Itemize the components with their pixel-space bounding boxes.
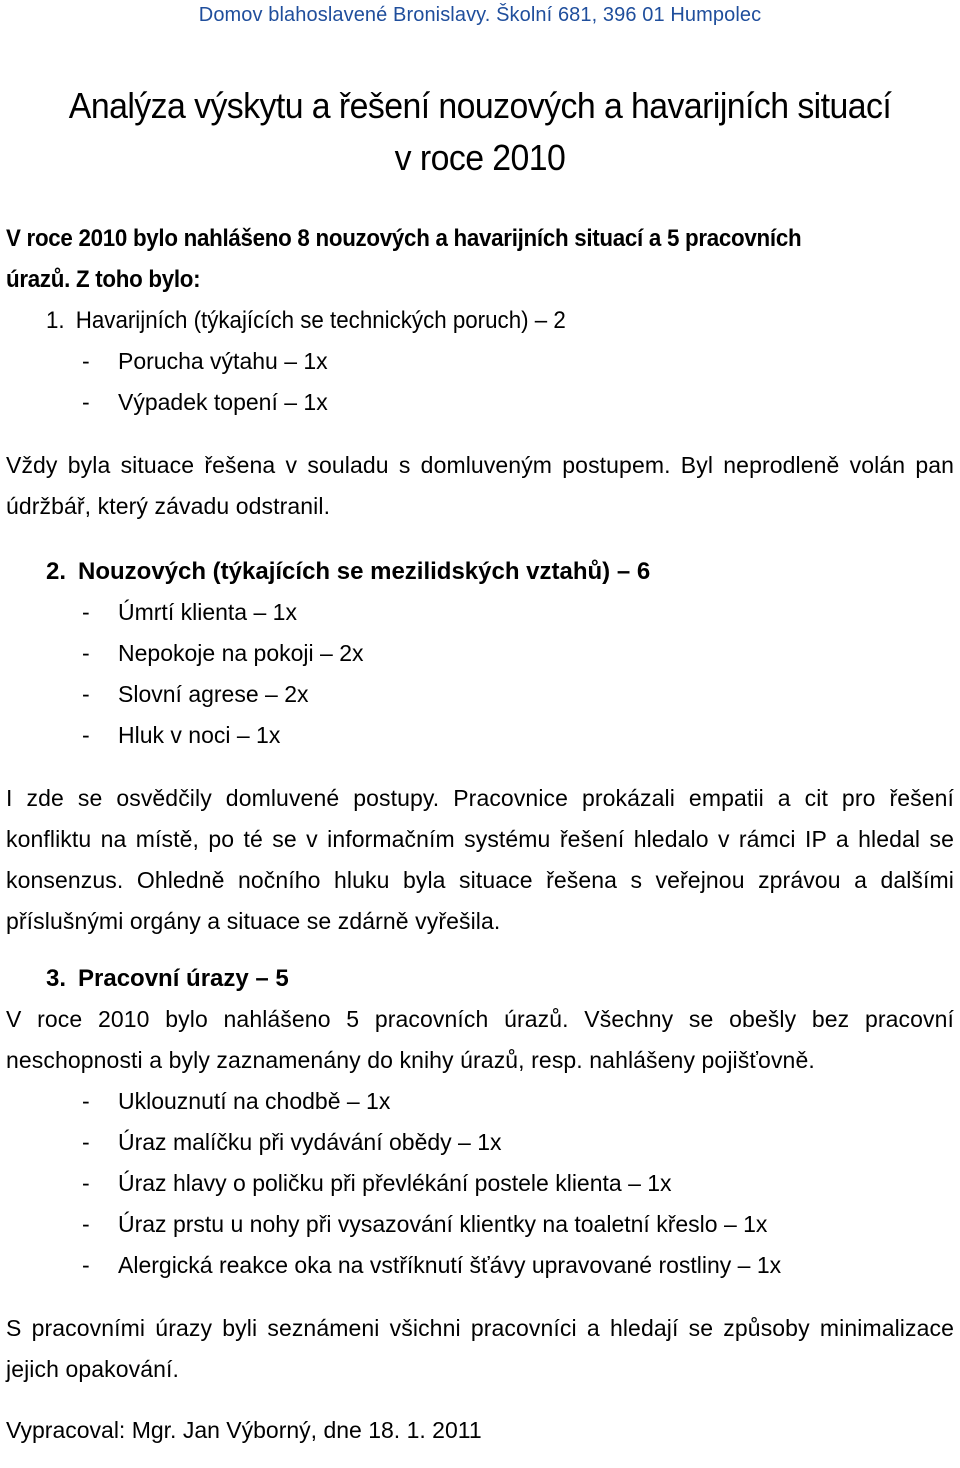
section-1-item-text: Porucha výtahu – 1x (118, 348, 328, 374)
intro-line-1: V roce 2010 bylo nahlášeno 8 nouzových a havarijních situací a 5 pracovních (6, 225, 802, 252)
list-dash: - (82, 1088, 90, 1114)
section-2-number: 2. (46, 558, 67, 585)
list-dash: - (82, 1211, 90, 1237)
section-1-paragraph: Vždy byla situace řešena v souladu s domluveným postupem. Byl neprodleně volán pan údržbář, který závadu odstranil. (6, 452, 954, 519)
section-2-title: Nouzových (týkajících se mezilidských vztahů) – 6 (78, 558, 651, 585)
section-3-item (6, 1163, 954, 1204)
section-3-item (6, 1204, 954, 1245)
list-dash: - (82, 1129, 90, 1155)
section-3-title: Pracovní úrazy – 5 (78, 965, 289, 992)
section-3-item (6, 1122, 954, 1163)
section-2-item (6, 592, 954, 633)
section-3-item-text: Úraz malíčku při vydávání obědy – 1x (118, 1129, 502, 1155)
section-1-number: 1. (46, 307, 65, 334)
section-3-item (6, 1081, 954, 1122)
section-2-item (6, 633, 954, 674)
list-dash: - (82, 599, 90, 625)
list-dash: - (82, 640, 90, 666)
section-1-item (6, 341, 954, 382)
title-line-1: Analýza výskytu a řešení nouzových a havarijních situací (68, 85, 892, 126)
section-1-item (6, 382, 954, 423)
section-1-title: Havarijních (týkajících se technických poruch) – 2 (75, 307, 566, 334)
intro-paragraph (6, 218, 954, 300)
list-dash: - (82, 389, 90, 415)
section-2-item (6, 674, 954, 715)
list-dash: - (82, 348, 90, 374)
section-3-item-text: Úraz hlavy o poličku při převlékání postele klienta – 1x (118, 1170, 672, 1196)
section-2-item (6, 715, 954, 756)
section-2-item-text: Slovní agrese – 2x (118, 681, 309, 707)
page-header: Domov blahoslavené Bronislavy. Školní 681, 396 01 Humpolec (198, 4, 762, 26)
section-2-paragraph: I zde se osvědčily domluvené postupy. Pracovnice prokázali empatii a cit pro řešení konfliktu na místě, po té se v informačním systému řešení hledalo v rámci IP a hledal se konsenzus. Ohledně nočního hluku byla situace řešena s veřejnou zprávou a dalšími příslušnými orgány a situace se zdárně vyřešila. (6, 785, 954, 934)
section-3-item-text: Alergická reakce oka na vstříknutí šťávy upravované rostliny – 1x (118, 1252, 782, 1278)
intro-line-2: úrazů. Z toho bylo: (6, 266, 201, 293)
section-3-item-text: Úraz prstu u nohy při vysazování klientky na toaletní křeslo – 1x (118, 1211, 768, 1237)
section-2-heading (6, 551, 954, 592)
section-2-item-text: Úmrtí klienta – 1x (118, 599, 297, 625)
section-2-item-text: Nepokoje na pokoji – 2x (118, 640, 364, 666)
section-3-intro: V roce 2010 bylo nahlášeno 5 pracovních úrazů. Všechny se obešly bez pracovní neschopnosti a byly zaznamenány do knihy úrazů, resp. nahlášeny pojišťovně. (6, 1006, 954, 1073)
signature-line: Vypracoval: Mgr. Jan Výborný, dne 18. 1. 2011 (6, 1417, 482, 1443)
section-1-heading (6, 300, 954, 341)
section-2-item-text: Hluk v noci – 1x (118, 722, 281, 748)
list-dash: - (82, 1170, 90, 1196)
document-title (34, 80, 925, 184)
list-dash: - (82, 681, 90, 707)
section-1-item-text: Výpadek topení – 1x (118, 389, 328, 415)
list-dash: - (82, 722, 90, 748)
title-line-2: v roce 2010 (394, 137, 566, 178)
closing-paragraph: S pracovními úrazy byli seznámeni všichni pracovníci a hledají se způsoby minimalizace jejich opakování. (6, 1315, 954, 1382)
list-dash: - (82, 1252, 90, 1278)
section-3-item-text: Uklouznutí na chodbě – 1x (118, 1088, 391, 1114)
section-3-number: 3. (46, 965, 67, 992)
section-3-heading (6, 958, 954, 999)
section-3-item (6, 1245, 954, 1286)
